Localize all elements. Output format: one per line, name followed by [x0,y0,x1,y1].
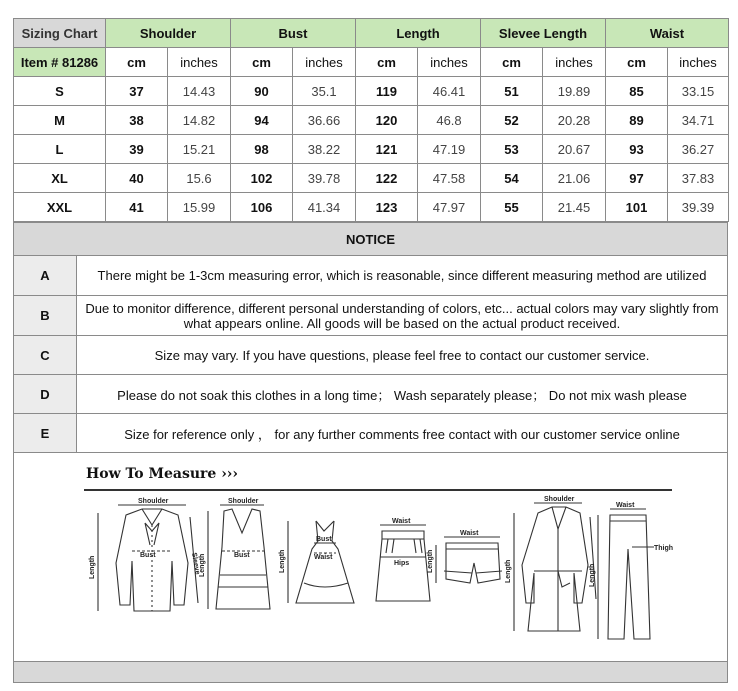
unit-inches: inches [168,48,231,77]
unit-cm: cm [606,48,668,77]
notice-title: NOTICE [14,223,728,256]
unit-inches: inches [543,48,606,77]
unit-cm: cm [481,48,543,77]
inches-value: 21.45 [543,193,606,222]
notice-letter: A [14,256,77,296]
notice-table [13,222,728,453]
inches-value: 15.21 [168,135,231,164]
label-bust: Bust [140,552,156,559]
inches-value: 39.39 [668,193,729,222]
inches-value: 39.78 [293,164,356,193]
header-waist: Waist [606,19,729,48]
header-shoulder: Shoulder [106,19,231,48]
pants-figure [598,509,654,639]
inches-value: 36.27 [668,135,729,164]
unit-inches: inches [293,48,356,77]
inches-value: 15.6 [168,164,231,193]
size-row [14,77,729,106]
item-number-label: Item # 81286 [14,48,106,77]
size-table [13,18,729,222]
inches-value: 47.58 [418,164,481,193]
notice-text: Due to monitor difference, different personal understanding of colors, etc... actual colors may vary slightly from what appears online. All goods will be based on the actual product received. [77,296,728,336]
label-shoulder: Shoulder [544,496,575,503]
size-label: L [14,135,106,164]
footer-bar [13,661,728,683]
inches-value: 34.71 [668,106,729,135]
cm-value: 53 [481,135,543,164]
notice-letter: E [14,414,77,453]
notice-row [14,296,728,336]
label-hips: Hips [394,560,410,567]
size-label: XXL [14,193,106,222]
inches-value: 35.1 [293,77,356,106]
inches-value: 37.83 [668,164,729,193]
unit-inches: inches [418,48,481,77]
cm-value: 39 [106,135,168,164]
cm-value: 119 [356,77,418,106]
how-to-measure-panel [13,452,728,662]
label-shoulder: Shoulder [138,498,169,505]
unit-inches: inches [668,48,729,77]
cm-value: 40 [106,164,168,193]
notice-text: There might be 1-3cm measuring error, which is reasonable, since different measuring method are utilized [77,256,728,296]
cm-value: 89 [606,106,668,135]
size-label: M [14,106,106,135]
inches-value: 38.22 [293,135,356,164]
label-waist: Waist [460,530,479,537]
inches-value: 19.89 [543,77,606,106]
cm-value: 54 [481,164,543,193]
cm-value: 123 [356,193,418,222]
cm-value: 38 [106,106,168,135]
cm-value: 106 [231,193,293,222]
unit-cm: cm [106,48,168,77]
unit-cm: cm [356,48,418,77]
cm-value: 122 [356,164,418,193]
notice-row [14,336,728,375]
cm-value: 41 [106,193,168,222]
notice-letter: D [14,375,77,414]
header-length: Length [356,19,481,48]
unit-cm: cm [231,48,293,77]
size-label: XL [14,164,106,193]
label-length: Length [199,553,206,577]
label-thigh: Thigh [654,545,674,552]
measurement-illustrations [14,453,727,661]
label-length: Length [589,563,596,587]
size-row [14,135,729,164]
unit-header-row [14,48,729,77]
notice-letter: B [14,296,77,336]
cm-value: 101 [606,193,668,222]
size-rows [14,77,729,222]
inches-value: 21.06 [543,164,606,193]
notice-title-row [14,223,728,256]
label-length: Length [505,559,512,583]
cm-value: 90 [231,77,293,106]
size-row [14,193,729,222]
inches-value: 47.19 [418,135,481,164]
cm-value: 102 [231,164,293,193]
sizing-chart-label: Sizing Chart [14,19,106,48]
size-row [14,164,729,193]
notice-text: Please do not soak this clothes in a long time； Wash separately please； Do not mix wash please [77,375,728,414]
cm-value: 51 [481,77,543,106]
notice-text: Size for reference only ， for any further comments free contact with our customer service online [77,414,728,453]
label-sleeve: Sleeve [190,552,201,576]
inches-value: 14.82 [168,106,231,135]
label-bust: Bust [316,536,332,543]
cm-value: 120 [356,106,418,135]
inches-value: 47.97 [418,193,481,222]
how-to-measure-title: How To Measure ››› [86,466,239,482]
inches-value: 46.8 [418,106,481,135]
notice-row [14,414,728,453]
label-waist: Waist [616,502,635,509]
cm-value: 55 [481,193,543,222]
cm-value: 85 [606,77,668,106]
label-waist: Waist [314,554,333,561]
label-shoulder: Shoulder [228,498,259,505]
notice-row [14,256,728,296]
inches-value: 41.34 [293,193,356,222]
notice-letter: C [14,336,77,375]
measurement-header-row [14,19,729,48]
cm-value: 94 [231,106,293,135]
cm-value: 97 [606,164,668,193]
inches-value: 46.41 [418,77,481,106]
inches-value: 20.67 [543,135,606,164]
label-waist: Waist [392,518,411,525]
cm-value: 93 [606,135,668,164]
cami-dress-figure [288,521,354,603]
inches-value: 36.66 [293,106,356,135]
inches-value: 20.28 [543,106,606,135]
size-row [14,106,729,135]
header-sleeve-length: Slevee Length [481,19,606,48]
label-length: Length [427,549,434,573]
coat-figure [514,503,596,631]
inches-value: 15.99 [168,193,231,222]
notice-text: Size may vary. If you have questions, please feel free to contact our customer service. [77,336,728,375]
header-bust: Bust [231,19,356,48]
size-label: S [14,77,106,106]
cm-value: 37 [106,77,168,106]
label-bust: Bust [234,552,250,559]
notice-row [14,375,728,414]
shorts-figure [436,537,502,583]
cm-value: 52 [481,106,543,135]
inches-value: 33.15 [668,77,729,106]
inches-value: 14.43 [168,77,231,106]
label-length: Length [89,555,96,579]
label-length: Length [279,549,286,573]
cm-value: 98 [231,135,293,164]
cm-value: 121 [356,135,418,164]
